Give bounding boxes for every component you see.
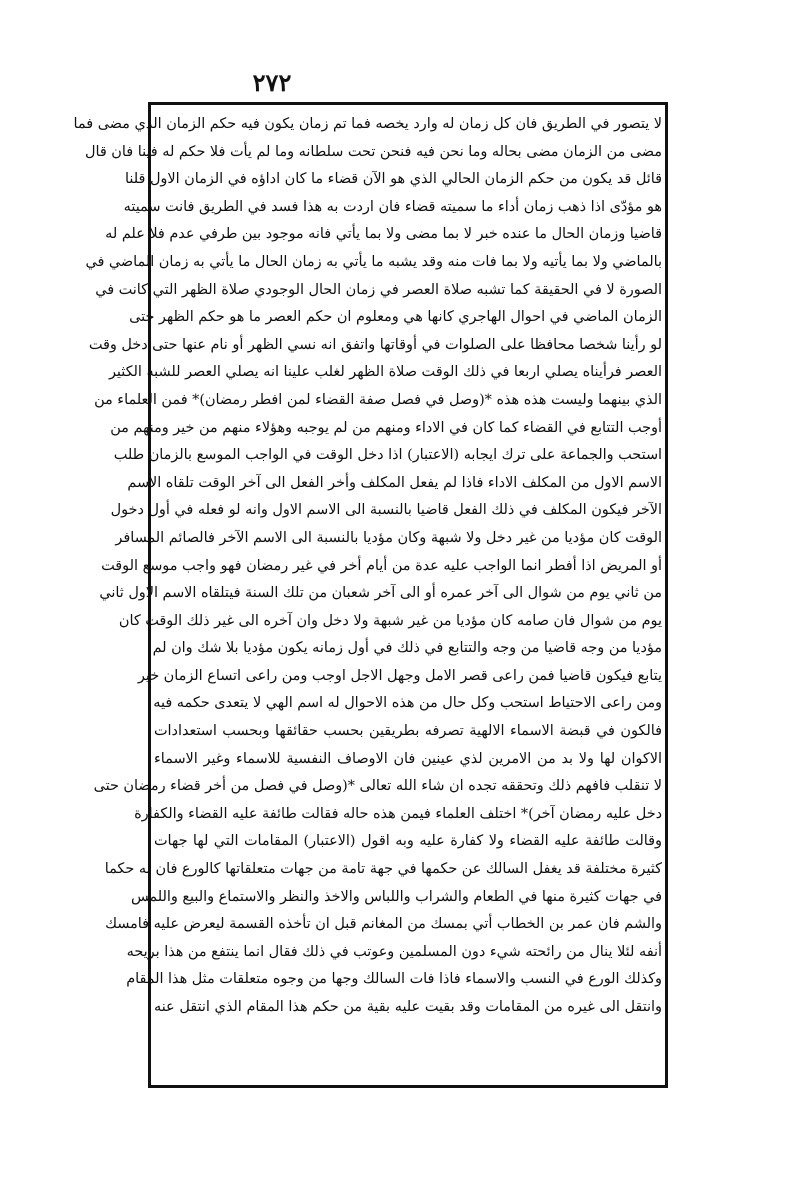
text-line: مضى من الزمان مضى بحاله وما نحن فيه فنحن تحت سلطانه وما لم يأت فلا حكم له فينا فان قال: [85, 143, 662, 160]
text-line: يتابع فيكون قاضيا فمن راعى قصر الامل وجهل الاجل اوجب ومن راعى اتساع الزمان خير: [137, 667, 662, 684]
text-line: أو المريض اذا أفطر انما الواجب عليه عدة من أيام أخر في غير رمضان فهو واجب موسع الوقت: [101, 557, 662, 574]
text-line: والشم فان عمر بن الخطاب أتي بمسك من المغانم قبل ان تأخذه القسمة ليعرض عليه فامسك: [105, 916, 662, 933]
text-line: وكذلك الورع في النسب والاسماء فاذا فات السالك وجها من وجوه متعلقات مثل هذا المقام: [126, 971, 662, 988]
body-text: [73, 111, 662, 1079]
text-line: لا تنقلب فافهم ذلك وتحققه تجده ان شاء الله تعالى *(وصل في فصل من أخر قضاء رمضان حتى: [93, 778, 662, 795]
text-line: ومن راعى الاحتياط استحب وكل حال من هذه الاحوال له اسم الهي لا يتعدى حكمه فيه: [153, 695, 662, 712]
text-line: [154, 1049, 662, 1077]
text-line: الذي بينهما وليست هذه هذه *(وصل في فصل صفة القضاء لمن افطر رمضان)* فمن العلماء من: [94, 391, 662, 408]
text-line: أوجب التتابع في القضاء كما كان في الاداء ومنهم من لم يوجبه وهؤلاء منهم من خير ومنهم من: [110, 419, 662, 436]
text-line: الآخر فيكون المكلف في ذلك الفعل قاضيا بالنسبة الى الاسم الاول وانه لو فعله في أول دخول: [110, 502, 662, 519]
text-line: الوقت كان مؤديا من غير دخل ولا شبهة وكان مؤديا بالنسبة الى الاسم الآخر فالصائم المسافر: [115, 529, 662, 546]
text-line: الصورة لا في الحقيقة كما تشبه صلاة العصر في زمان الحال الوجودي صلاة الظهر التي كانت في: [95, 281, 662, 298]
text-line: الزمان الماضي في احوال الهاجري كانها هي ومعلوم ان حكم العصر ما هو حكم الظهر حتى: [129, 309, 662, 326]
text-frame: [73, 102, 668, 1088]
text-line: العصر فرأيناه يصلي اربعا في ذلك الوقت صلاة الظهر لغلب علينا انه يصلي العصر للشبه الكثير: [108, 364, 662, 381]
text-line: [154, 1022, 662, 1050]
text-line: لا يتصور في الطريق فان كل زمان له وارد يخصه فما تم زمان يكون فيه حكم الزمان الذي مضى فما: [73, 116, 662, 132]
text-line: لو رأينا شخصا محافظا على الصلوات في أوقاتها واتفق انه نسي الظهر أو نام عنها حتى دخل وقت: [88, 336, 662, 353]
text-line: الاكوان لها ولا بد من الامرين لذي عينين فان الاوصاف النفسية للاسماء وغير الاسماء: [154, 750, 662, 767]
text-line: فالكون في قبضة الاسماء الالهية تصرفه بطريقين بحسب حقائقها وبحسب استعدادات: [154, 723, 662, 740]
text-line: مؤديا من وجه قاضيا من وجه والتتابع في ذلك في أول زمانه يكون مؤديا بلا شك وان لم: [152, 640, 662, 657]
page-number: ٢٧٢: [252, 68, 292, 97]
text-line: من ثاني يوم من شوال الى آخر عمره أو الى آخر شعبان من تلك السنة فيتلقاه الاسم الاول ثاني: [99, 585, 662, 602]
text-line: أنفه لئلا ينال من رائحته شيء دون المسلمين وعوتب في ذلك فقال انما ينتفع من هذا بريحه: [126, 943, 662, 960]
text-line: بالماضي ولا بما يأتيه ولا بما فات منه وقد يشبه ما يأتي به زمان الحال ما يأتي به زمان الماضي في: [85, 253, 662, 270]
text-line: هو مؤدّى اذا ذهب زمان أداء ما سميته قضاء فان اردت به هذا فسد في الطريق فانت سميته: [123, 198, 662, 215]
text-line: استحب والجماعة على ترك ايجابه (الاعتبار) اذا دخل الوقت في الواجب الموسع بالزمان طلب: [113, 447, 662, 464]
text-line: يوم من شوال فان صامه كان مؤديا من غير شبهة ولا دخل وان آخره الى غير ذلك الوقت كان: [118, 612, 662, 629]
text-line: وقالت طائفة عليه القضاء ولا كفارة عليه وبه اقول (الاعتبار) المقامات التي لها جهات: [154, 833, 662, 850]
text-line: وانتقل الى غيره من المقامات وقد بقيت عليه بقية من حكم هذا المقام الذي انتقل عنه: [154, 999, 662, 1015]
text-line: الاسم الاول من المكلف الاداء فاذا لم يفعل المكلف وأخر الفعل الى آخر الوقت تلقاه الاسم: [127, 474, 662, 491]
text-line: في جهات كثيرة منها في الطعام والشراب واللباس والاخذ والنظر والاستماع والبيع واللمس: [131, 888, 662, 905]
text-line: قائل قد يكون من حكم الزمان الحالي الذي هو الآن قضاء ما كان اداؤه في الزمان الاول قلنا: [125, 171, 662, 188]
text-line: قاضيا وزمان الحال ما عنده خبر لا بما مضى ولا بما يأتي فانه موجود بين طرفي عدم فلا علم له: [105, 226, 662, 243]
text-line: كثيرة مختلفة قد يغفل السالك عن حكمها في جهة تامة من جهات متعلقاتها كالورع فان له حكما: [104, 861, 662, 878]
text-line: دخل عليه رمضان آخر)* اختلف العلماء فيمن هذه حاله فقالت طائفة عليه القضاء والكفارة: [134, 805, 662, 822]
